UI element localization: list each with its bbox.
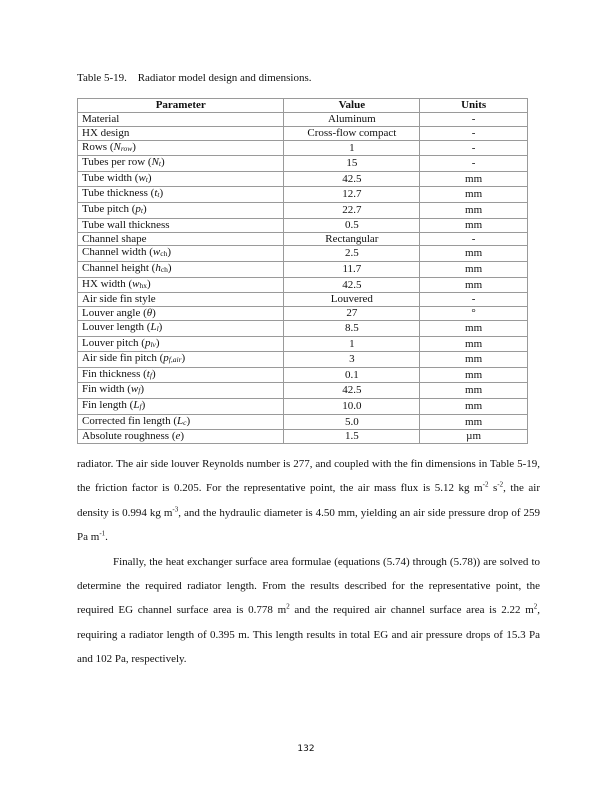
parameter-cell: Tube wall thickness [78, 218, 284, 232]
parameter-cell: Corrected fin length (Lc) [78, 414, 284, 430]
units-cell: mm [420, 262, 528, 278]
table-row [78, 262, 528, 278]
parameter-cell: Material [78, 112, 284, 126]
parameter-cell: Rows (Nrow) [78, 140, 284, 156]
value-cell: Rectangular [284, 232, 420, 246]
value-cell: 5.0 [284, 414, 420, 430]
value-cell: 42.5 [284, 171, 420, 187]
header-parameter: Parameter [78, 99, 284, 113]
table-row [78, 352, 528, 368]
table-row [78, 140, 528, 156]
units-cell: mm [420, 336, 528, 352]
header-value: Value [284, 99, 420, 113]
value-cell: 42.5 [284, 277, 420, 293]
value-cell: 10.0 [284, 398, 420, 414]
body-text [77, 452, 540, 672]
parameter-cell: Tubes per row (Nt) [78, 156, 284, 172]
table-row [78, 218, 528, 232]
value-cell: 1 [284, 336, 420, 352]
units-cell: - [420, 293, 528, 307]
units-cell: mm [420, 218, 528, 232]
units-cell: ° [420, 307, 528, 321]
parameter-cell: Tube width (wt) [78, 171, 284, 187]
table-row [78, 307, 528, 321]
value-cell: 3 [284, 352, 420, 368]
units-cell: mm [420, 171, 528, 187]
table-body [78, 112, 528, 443]
parameter-cell: HX design [78, 126, 284, 140]
parameter-cell: Channel height (hch) [78, 262, 284, 278]
parameter-cell: Air side fin style [78, 293, 284, 307]
table-header-row [78, 99, 528, 113]
table-row [78, 203, 528, 219]
value-cell: 15 [284, 156, 420, 172]
table-row [78, 293, 528, 307]
table-row [78, 320, 528, 336]
table-row [78, 187, 528, 203]
value-cell: 22.7 [284, 203, 420, 219]
parameter-cell: Louver length (Ll) [78, 320, 284, 336]
value-cell: Cross-flow compact [284, 126, 420, 140]
parameter-cell: Fin thickness (tf) [78, 367, 284, 383]
parameter-cell: Fin width (wf) [78, 383, 284, 399]
units-cell: mm [420, 352, 528, 368]
table-row [78, 112, 528, 126]
value-cell: 0.1 [284, 367, 420, 383]
table-row [78, 156, 528, 172]
units-cell: - [420, 112, 528, 126]
parameter-cell: Fin length (Lf) [78, 398, 284, 414]
table-row [78, 383, 528, 399]
parameter-cell: Air side fin pitch (pf,air) [78, 352, 284, 368]
parameter-cell: Tube pitch (pt) [78, 203, 284, 219]
table-row [78, 246, 528, 262]
value-cell: 12.7 [284, 187, 420, 203]
table-number: Table 5-19. [77, 72, 127, 84]
value-cell: 11.7 [284, 262, 420, 278]
parameter-cell: Absolute roughness (e) [78, 430, 284, 444]
units-cell: - [420, 126, 528, 140]
units-cell: mm [420, 203, 528, 219]
radiator-dimensions-table [77, 98, 528, 444]
units-cell: µm [420, 430, 528, 444]
value-cell: 0.5 [284, 218, 420, 232]
table-title: Radiator model design and dimensions. [137, 72, 312, 84]
paragraph-2: Finally, the heat exchanger surface area formulae (equations (5.74) through (5.78)) are solved to determine the required radiator length. From the results described for the representative point, the required EG channel surface area is 0.778 $m^2$ and the required air channel surface area is 2.22 $m^2$, requiring a radiator length of 0.395 m. This length results in total EG and air pressure drops of 15.3 Pa and 102 Pa, respectively. [77, 555, 540, 666]
units-cell: mm [420, 398, 528, 414]
value-cell: 27 [284, 307, 420, 321]
value-cell: Louvered [284, 293, 420, 307]
value-cell: Aluminum [284, 112, 420, 126]
table-row [78, 367, 528, 383]
table-row [78, 277, 528, 293]
value-cell: 1 [284, 140, 420, 156]
parameter-cell: Channel width (wch) [78, 246, 284, 262]
units-cell: mm [420, 187, 528, 203]
parameter-cell: Tube thickness (tt) [78, 187, 284, 203]
value-cell: 2.5 [284, 246, 420, 262]
units-cell: mm [420, 383, 528, 399]
header-units: Units [420, 99, 528, 113]
units-cell: - [420, 232, 528, 246]
units-cell: mm [420, 277, 528, 293]
table-row [78, 232, 528, 246]
units-cell: mm [420, 414, 528, 430]
parameter-cell: Louver pitch (plv) [78, 336, 284, 352]
table-row [78, 398, 528, 414]
table-row [78, 414, 528, 430]
units-cell: - [420, 140, 528, 156]
page-number: 132 [297, 744, 315, 754]
value-cell: 42.5 [284, 383, 420, 399]
table-row [78, 171, 528, 187]
paragraph-1: radiator. The air side louver Reynolds number is 277, and coupled with the fin dimensions in Table 5-19, the friction factor is 0.205. For the representative point, the air mass flux is 5.12 kg $m^{-2}$ $s^{-2}$, the air density is 0.994 kg $m^{-3}$, and the hydraulic diameter is 4.50 mm, yielding an air side pressure drop of 259 Pa $m^{-1}$. [77, 458, 540, 544]
table-row [78, 430, 528, 444]
table-row [78, 126, 528, 140]
parameter-cell: HX width (whx) [78, 277, 284, 293]
value-cell: 8.5 [284, 320, 420, 336]
units-cell: mm [420, 320, 528, 336]
table-row [78, 336, 528, 352]
units-cell: - [420, 156, 528, 172]
parameter-cell: Channel shape [78, 232, 284, 246]
units-cell: mm [420, 367, 528, 383]
units-cell: mm [420, 246, 528, 262]
table-caption [77, 72, 312, 84]
parameter-cell: Louver angle (θ) [78, 307, 284, 321]
value-cell: 1.5 [284, 430, 420, 444]
